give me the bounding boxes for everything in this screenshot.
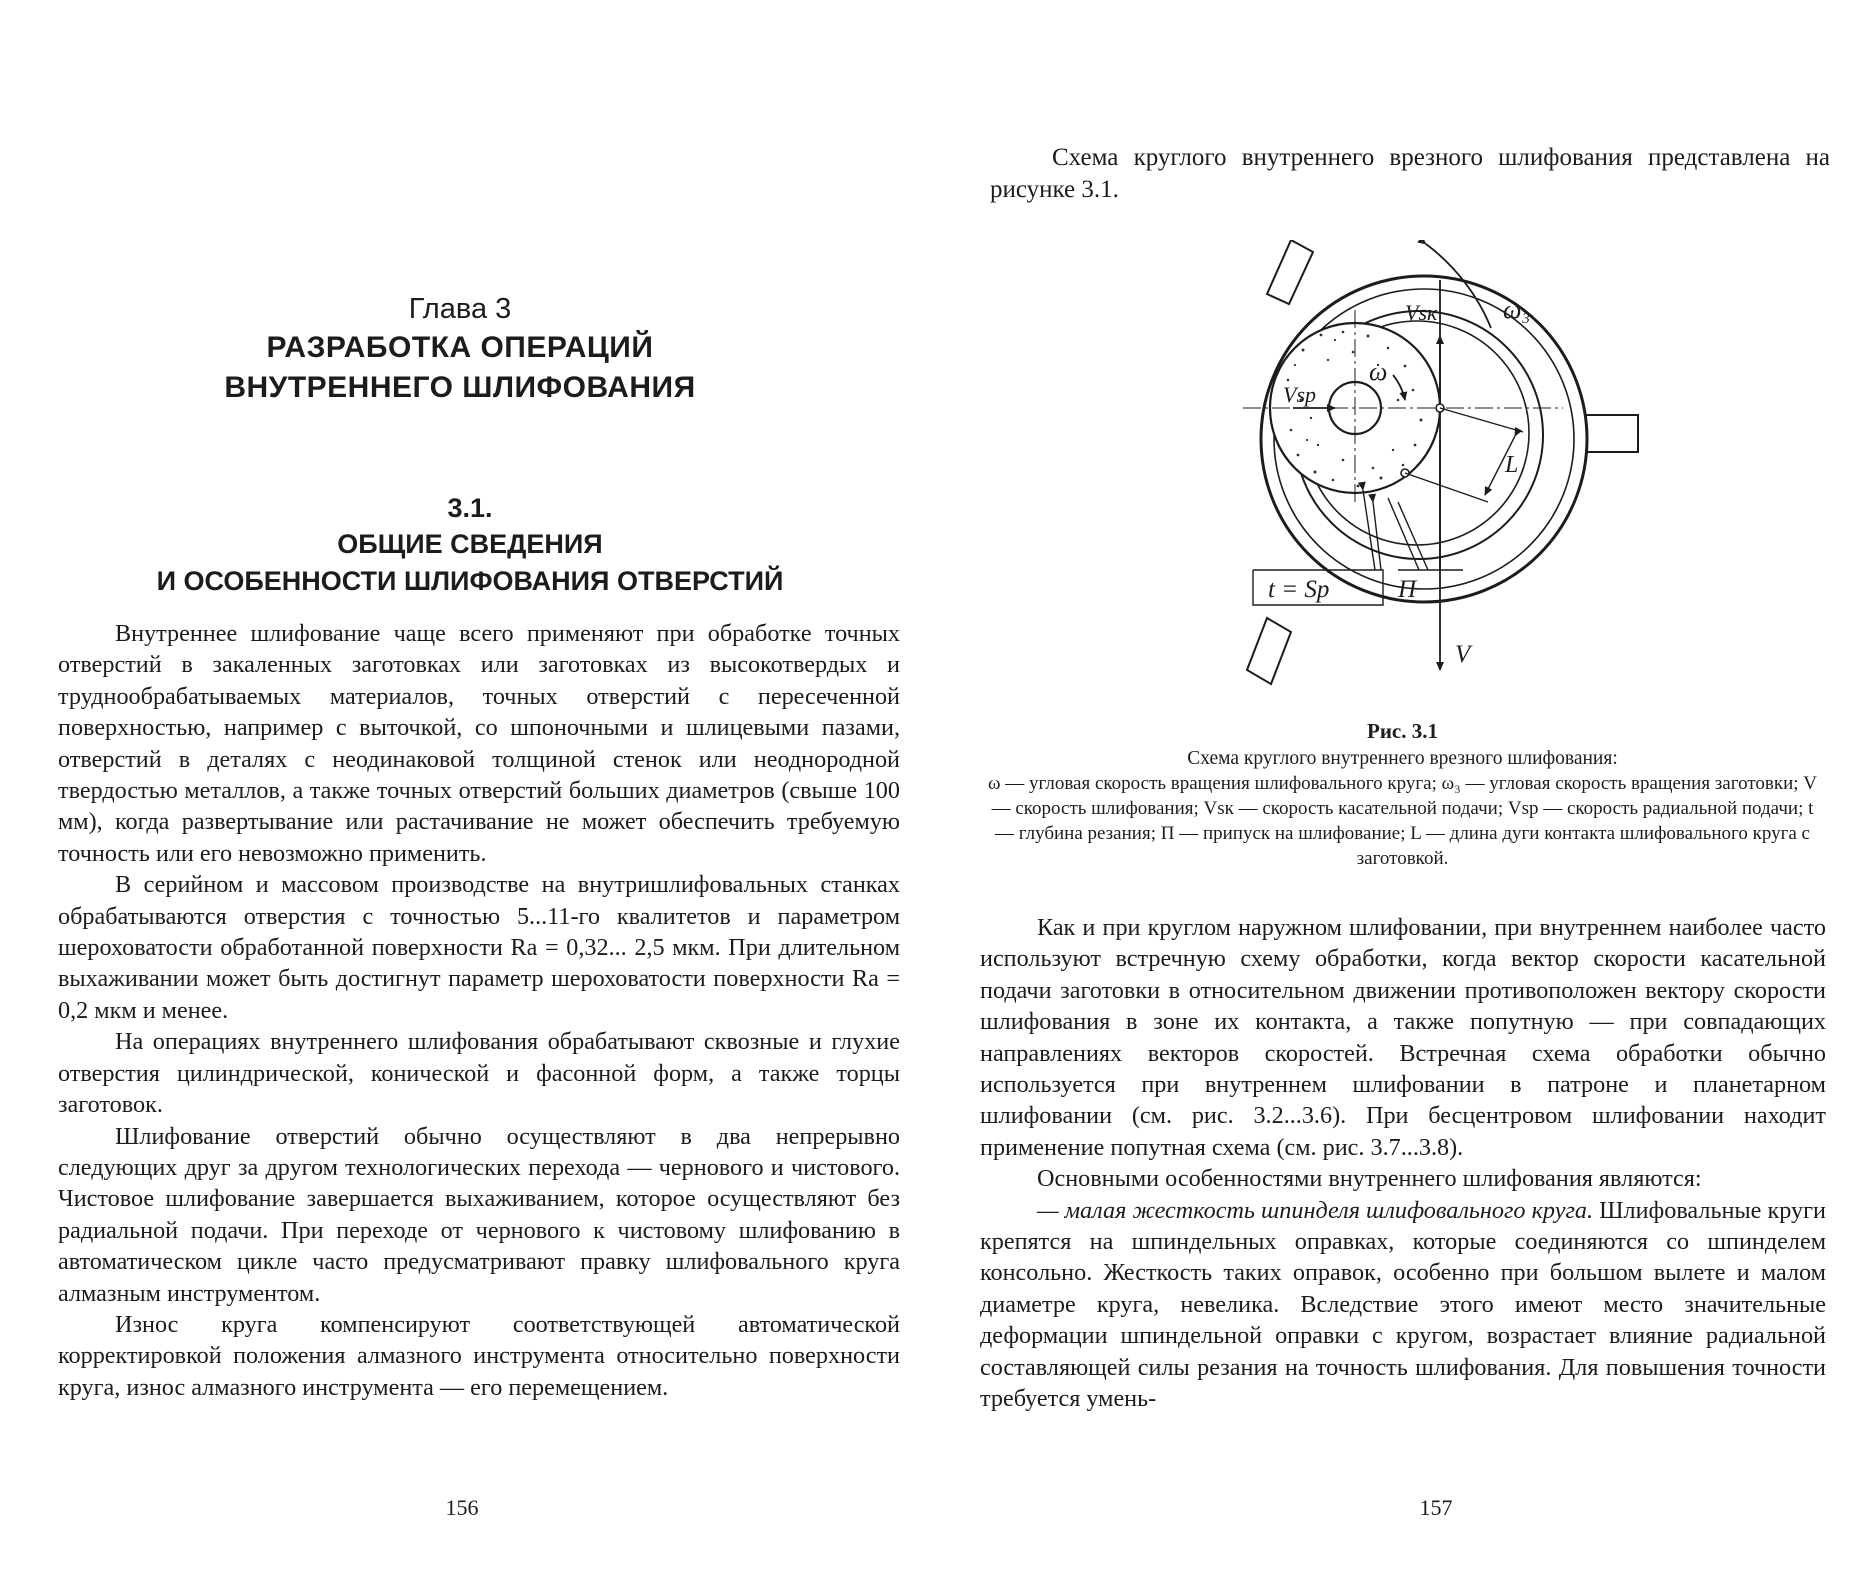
caption-subtitle: Схема круглого внутреннего врезного шлифования: xyxy=(1187,748,1618,769)
label-l: L xyxy=(1505,452,1519,478)
chapter-title-line-2: ВНУТРЕННЕГО ШЛИФОВАНИЯ xyxy=(224,371,696,404)
section-title-line-2: И ОСОБЕННОСТИ ШЛИФОВАНИЯ ОТВЕРСТИЙ xyxy=(156,566,784,596)
left-body-text xyxy=(58,618,900,1403)
chuck-jaw-bottom xyxy=(1247,618,1291,684)
chapter-title-line-1: РАЗРАБОТКА ОПЕРАЦИЙ xyxy=(266,331,654,364)
figure-caption xyxy=(980,716,1825,871)
chapter-number: Глава 3 xyxy=(408,293,512,325)
caption-text: ω — угловая скорость вращения шлифовального круга; ω₃ — угловая скорость вращения заготовки; V — скорость шлифования; Vsк — скорость касательной подачи; Vsр — скорость радиальной подачи; t — глубина резания; П — припуск на шлифование; L — длина дуги контакта шлифовального круга с заготовкой. xyxy=(988,773,1817,869)
italic-lead: — малая жесткость шпинделя шлифовального круга. xyxy=(1037,1196,1594,1224)
label-p: П xyxy=(1398,576,1417,603)
label-t-sp: t = Sp xyxy=(1268,576,1330,603)
label-vsk: Vsк xyxy=(1405,300,1438,325)
paragraph xyxy=(980,1195,1826,1415)
page-number: 157 xyxy=(1419,1495,1453,1520)
left-page xyxy=(0,0,935,1581)
page-number: 156 xyxy=(445,1495,479,1520)
caption-title: Рис. 3.1 xyxy=(1367,719,1438,743)
section-number: 3.1. xyxy=(447,493,493,523)
label-vsp: Vsp xyxy=(1283,382,1316,407)
right-body-text xyxy=(980,912,1826,1415)
paragraph: Основными особенностями внутреннего шлифования являются: xyxy=(1037,1165,1702,1193)
intro-paragraph: Схема круглого внутреннего врезного шлифования представлена на рисунке 3.1. xyxy=(990,144,1830,203)
paragraph: Внутреннее шлифование чаще всего применяют при обработке точных отверстий в закаленных заготовках или заготовках из высокотвердых и труднообрабатываемых материалов, точных отверстий с пересеченной поверхностью, например с выточкой, со шпоночными и шлицевыми пазами, отверстий в деталях с неодинаковой толщиной стенок или неоднородной твердостью металлов, а также точных отверстий больших диаметров (свыше 100 мм), когда развертывание или растачивание не может обеспечить требуемую точность или его невозможно применить. xyxy=(58,620,900,867)
paragraph: Шлифование отверстий обычно осуществляют в два непрерывно следующих друг за другом технологических перехода — чернового и чистового. Чистовое шлифование завершается выхаживанием, которое осуществляют без радиальной подачи. При переходе от чернового к чистовому шлифованию в автоматическом цикле часто предусматривают правку шлифовального круга алмазным инструментом. xyxy=(58,1122,900,1307)
label-omega3: ω₃ xyxy=(1503,295,1531,324)
paragraph: Как и при круглом наружном шлифовании, при внутреннем наиболее часто используют встречную схему обработки, когда вектор скорости касательной подачи заготовки в относительном движении противоположен вектору скорости шлифования в зоне их контакта, а также попутную — при совпадающих направлениях векторов скоростей. Встречная схема обработки обычно используется при внутреннем шлифовании в патроне и планетарном шлифовании (см. рис. 3.2...3.6). При бесцентровом шлифовании находит применение попутная схема (см. рис. 3.7...3.8). xyxy=(980,914,1826,1161)
section-title-line-1: ОБЩИЕ СВЕДЕНИЯ xyxy=(337,529,603,559)
chapter-heading xyxy=(200,290,720,408)
intro-text xyxy=(990,142,1830,206)
paragraph-rest: Шлифовальные круги крепятся на шпиндельных оправках, которые соединяются со шпинделем консольно. Жесткость таких оправок, особенно при большом вылете и малом диаметре круга, невелика. Вследствие этого имеют место значительные деформации шпиндельной оправки с кругом, возрастает влияние радиальной составляющей силы резания на точность шлифования. Для повышения точности требуется умень- xyxy=(980,1196,1827,1413)
chuck-jaw-top xyxy=(1267,240,1313,304)
paragraph: На операциях внутреннего шлифования обрабатывают сквозные и глухие отверстия цилиндрической, конической и фасонной форм, а также торцы заготовок. xyxy=(58,1028,900,1119)
right-page xyxy=(940,0,1875,1581)
paragraph: Износ круга компенсируют соответствующей автоматической корректировкой положения алмазного инструмента относительно поверхности круга, износ алмазного инструмента — его перемещением. xyxy=(58,1310,900,1401)
label-v: V xyxy=(1455,641,1471,668)
section-heading xyxy=(130,490,810,600)
label-omega: ω xyxy=(1369,357,1388,386)
grinding-scheme-figure xyxy=(1183,240,1663,710)
paragraph: В серийном и массовом производстве на внутришлифовальных станках обрабатываются отверстия с точностью 5...11-го квалитетов и параметром шероховатости обработанной поверхности Ra = 0,32... 2,5 мкм. При длительном выхаживании может быть достигнут параметр шероховатости поверхности Ra = 0,2 мкм и менее. xyxy=(58,871,900,1024)
